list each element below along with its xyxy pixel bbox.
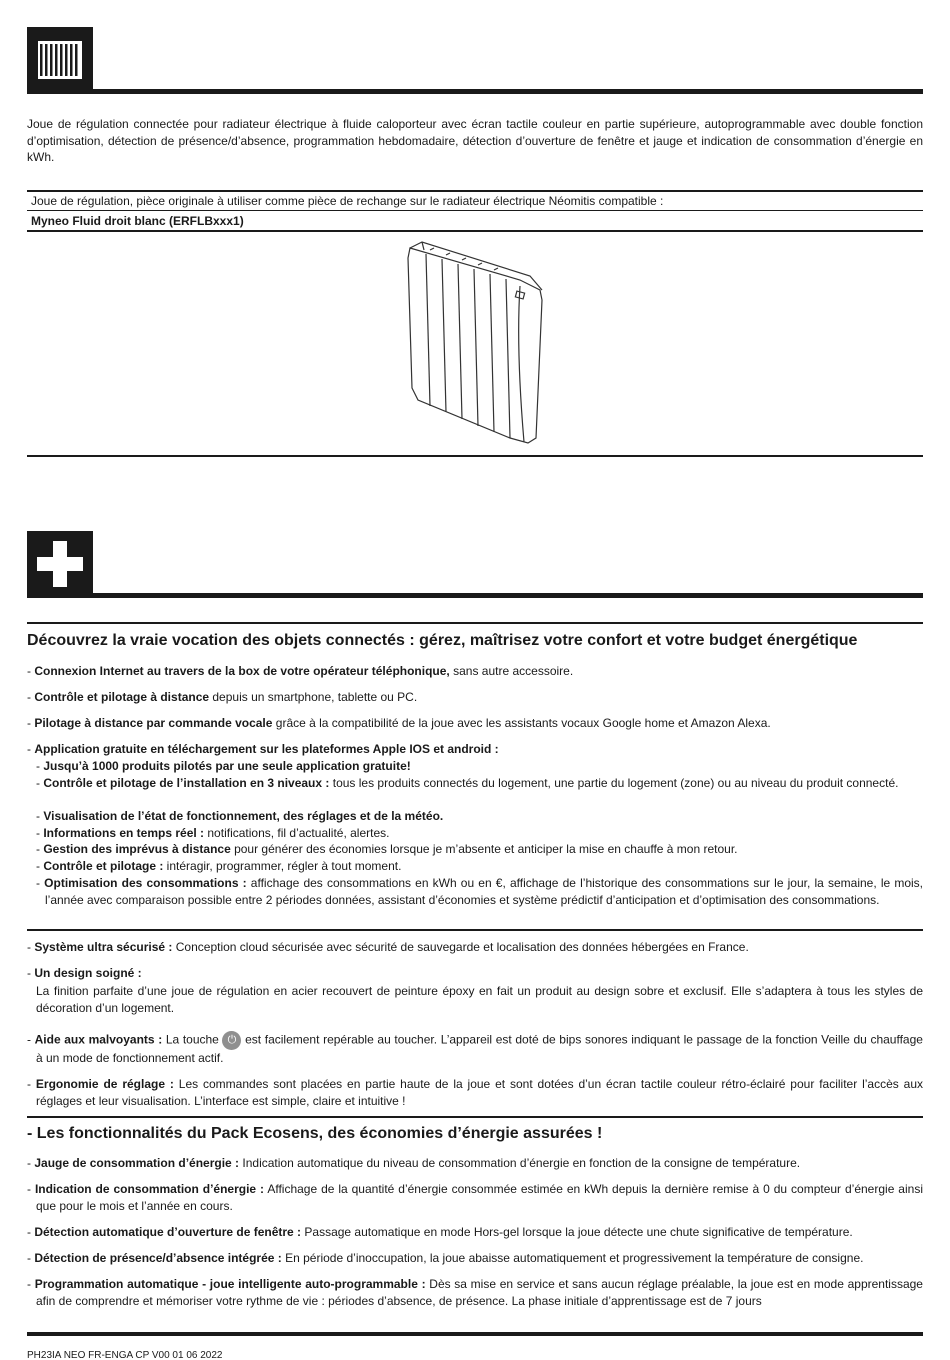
security-item: - Système ultra sécurisé : Conception cloud sécurisée avec sécurité de sauvegarde et localisation des données hébergées en France. bbox=[27, 940, 749, 954]
section-2-rule bbox=[27, 593, 923, 598]
radiator-illustration bbox=[400, 238, 550, 448]
app-feature-item: - Gestion des imprévus à distance pour générer des économies lorsque je m’absente et anticiper la mise en chauffe à mon retour. bbox=[36, 842, 738, 856]
divider-rule bbox=[27, 929, 923, 931]
table-bottom-rule bbox=[27, 230, 923, 232]
table-mid-rule bbox=[27, 210, 923, 211]
ecosens-item: - Indication de consommation d’énergie : Affichage de la quantité d’énergie consommée estimée en kWh depuis la dernière remise à 0 du compteur d’énergie ainsi que pour le mois et l’année en cours. bbox=[27, 1182, 923, 1213]
footer-reference: PH23IA NEO FR-ENGA CP V00 01 06 2022 bbox=[27, 1350, 223, 1360]
design-item: - Un design soigné : bbox=[27, 966, 142, 980]
power-icon: ⏻ bbox=[222, 1031, 241, 1050]
feature-item: - Connexion Internet au travers de la box de votre opérateur téléphonique, sans autre accessoire. bbox=[27, 664, 574, 678]
radiator-section-icon-box bbox=[27, 27, 93, 93]
section-1-rule bbox=[27, 89, 923, 94]
app-feature-item: - Contrôle et pilotage de l’installation en 3 niveaux : tous les produits connectés du logement, une partie du logement (zone) ou au niveau du produit connecté. bbox=[36, 776, 899, 790]
ergonomie-item: - Ergonomie de réglage : Les commandes sont placées en partie haute de la joue et sont dotées d’un écran tactile couleur rétro-éclairé pour faciliter l’accès aux réglages et leur visualisation. L’interface est simple, claire et intuitive ! bbox=[27, 1077, 923, 1108]
feature-item: - Pilotage à distance par commande vocale grâce à la compatibilité de la joue avec les assistants vocaux Google home et Amazon Alexa. bbox=[27, 716, 771, 730]
section-1-bottom-rule bbox=[27, 455, 923, 457]
ecosens-item: - Programmation automatique - joue intelligente auto-programmable : Dès sa mise en service et sans aucun réglage préalable, la joue est en mode apprentissage afin de comprendre et mémoriser votre rythme de vie : périodes d’absence, de présence. La phase initiale d’apprentissage est de 7 jours bbox=[27, 1277, 923, 1308]
app-feature-item: - Optimisation des consommations : affichage des consommations en kWh ou en €, affichage de l’historique des consommations sur le jour, la semaine, le mois, l’année avec comparaison possible entre 2 périodes données, assistant d’économies et système prédictif d’anticipation et d’optimisation des consommations. bbox=[36, 876, 923, 907]
section-3-title: - Les fonctionnalités du Pack Ecosens, des économies d’énergie assurées ! bbox=[27, 1125, 603, 1142]
intro-paragraph: Joue de régulation connectée pour radiateur électrique à fluide caloporteur avec écran tactile couleur en partie supérieure, autoprogrammable avec double fonction d’optimisation, détection de présence/d’absence, programmation hebdomadaire, détection d’ouverture de fenêtre et jauge et indication de consommation d’énergie en kWh. bbox=[27, 117, 923, 164]
app-feature-item: - Jusqu’à 1000 produits pilotés par une seule application gratuite! bbox=[36, 759, 411, 773]
plus-section-icon-box bbox=[27, 531, 93, 597]
app-feature-item: - Visualisation de l’état de fonctionnement, des réglages et de la météo. bbox=[36, 809, 444, 823]
section-3-rule bbox=[27, 1116, 923, 1118]
radiator-icon bbox=[27, 27, 93, 93]
malvoyants-item: - Aide aux malvoyants : La touche ⏻ est facilement repérable au toucher. L’appareil est doté de bips sonores indiquant le passage de la fonction Veille du chauffage à un mode de fonctionnement actif. bbox=[27, 1032, 923, 1065]
ecosens-item: - Détection de présence/d’absence intégrée : En période d’inoccupation, la joue abaisse automatiquement et progressivement la température de consigne. bbox=[27, 1251, 864, 1265]
footer-rule bbox=[27, 1332, 923, 1336]
design-text: La finition parfaite d’une joue de régulation en acier recouvert de peinture époxy en fait un produit au design sobre et exclusif. Elle s’adaptera à tous les styles de décoration d’un logement. bbox=[36, 984, 923, 1015]
feature-item: - Application gratuite en téléchargement sur les plateformes Apple IOS et android : bbox=[27, 742, 499, 756]
model-name: Myneo Fluid droit blanc (ERFLBxxx1) bbox=[31, 214, 244, 228]
ecosens-item: - Jauge de consommation d’énergie : Indication automatique du niveau de consommation d’énergie en fonction de la consigne de température. bbox=[27, 1156, 801, 1170]
table-top-rule bbox=[27, 190, 923, 192]
plus-icon bbox=[27, 531, 93, 597]
section-2-title-rule bbox=[27, 622, 923, 624]
app-feature-item: - Informations en temps réel : notifications, fil d’actualité, alertes. bbox=[36, 826, 390, 840]
ecosens-item: - Détection automatique d’ouverture de fenêtre : Passage automatique en mode Hors-gel lorsque la joue détecte une chute significative de température. bbox=[27, 1225, 853, 1239]
feature-item: - Contrôle et pilotage à distance depuis un smartphone, tablette ou PC. bbox=[27, 690, 418, 704]
section-2-title: Découvrez la vraie vocation des objets connectés : gérez, maîtrisez votre confort et votre budget énergétique bbox=[27, 632, 858, 649]
spare-part-line: Joue de régulation, pièce originale à utiliser comme pièce de rechange sur le radiateur électrique Néomitis compatible : bbox=[31, 194, 664, 208]
app-feature-item: - Contrôle et pilotage : intéragir, programmer, régler à tout moment. bbox=[36, 859, 402, 873]
